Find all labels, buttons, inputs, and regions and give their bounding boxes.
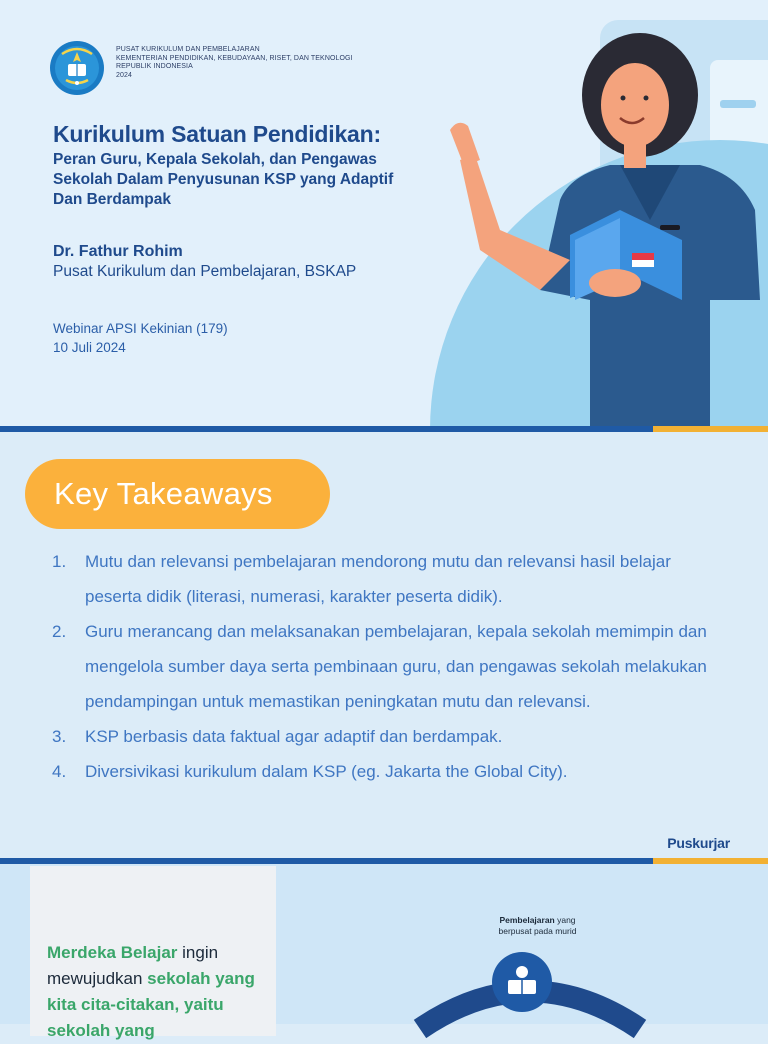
author-institution: Pusat Kurikulum dan Pembelajaran, BSKAP bbox=[53, 263, 357, 280]
body-text: ingin mewujudkan bbox=[47, 943, 219, 988]
title-subtitle bbox=[53, 150, 473, 210]
title-main: Kurikulum Satuan Pendidikan: bbox=[53, 121, 381, 147]
highlight-text: Merdeka Belajar bbox=[47, 943, 178, 962]
label-rest: yang bbox=[554, 915, 576, 925]
item-text: Guru merancang dan melaksanakan pembelajaran, kepala sekolah memimpin dan mengelola sumber daya serta pembinaan guru, dan pengawas sekolah melakukan pendampingan untuk memastikan peningkatan mutu dan relevansi. bbox=[85, 622, 707, 711]
list-item bbox=[52, 754, 732, 789]
item-text: Mutu dan relevansi pembelajaran mendorong mutu dan relevansi hasil belajar peserta didik (literasi, numerasi, karakter peserta didik). bbox=[85, 552, 671, 606]
key-takeaways-heading: Key Takeaways bbox=[25, 459, 330, 529]
takeaways-slide bbox=[0, 432, 768, 858]
org-line: REPUBLIK INDONESIA bbox=[116, 63, 193, 71]
item-number: 1. bbox=[52, 552, 67, 571]
subtitle-line: Sekolah Dalam Penyusunan KSP yang Adaptif bbox=[53, 171, 394, 188]
list-item bbox=[52, 614, 732, 719]
author-name: Dr. Fathur Rohim bbox=[53, 243, 183, 260]
org-line: KEMENTERIAN PENDIDIKAN, KEBUDAYAAN, RISET, DAN TEKNOLOGI bbox=[116, 54, 353, 62]
teacher-holding-book-illustration bbox=[420, 0, 768, 426]
subtitle-line: Dan Berdampak bbox=[53, 191, 172, 208]
merdeka-belajar-slide bbox=[0, 864, 768, 1040]
org-line: PUSAT KURIKULUM DAN PEMBELAJARAN bbox=[116, 46, 260, 53]
item-number: 3. bbox=[52, 727, 67, 746]
item-text: KSP berbasis data faktual agar adaptif dan berdampak. bbox=[85, 727, 503, 746]
label-line2: berpusat pada murid bbox=[498, 926, 577, 936]
list-item bbox=[52, 544, 732, 614]
event-name: Webinar APSI Kekinian (179) bbox=[53, 321, 228, 336]
item-text: Diversivikasi kurikulum dalam KSP (eg. Jakarta the Global City). bbox=[85, 762, 568, 781]
tut-wuri-handayani-logo bbox=[48, 40, 106, 96]
label-bold: Pembelajaran bbox=[499, 915, 555, 925]
org-line: 2024 bbox=[116, 71, 132, 79]
presentation-title bbox=[53, 120, 473, 210]
merdeka-belajar-text bbox=[47, 940, 262, 1044]
highlight-text: yaitu sekolah yang bbox=[47, 995, 224, 1040]
takeaways-list bbox=[52, 544, 732, 789]
subtitle-line: Peran Guru, Kepala Sekolah, dan Pengawas bbox=[53, 151, 377, 168]
learning-label bbox=[450, 915, 625, 937]
item-number: 2. bbox=[52, 622, 67, 641]
highlight-text: sekolah yang kita cita-citakan, bbox=[47, 969, 255, 1014]
organization-header bbox=[116, 46, 353, 80]
cover-slide bbox=[0, 0, 768, 426]
cycle-diagram bbox=[400, 944, 660, 1024]
author-block bbox=[53, 242, 356, 282]
list-item bbox=[52, 719, 732, 754]
event-date: 10 Juli 2024 bbox=[53, 340, 126, 355]
item-number: 4. bbox=[52, 762, 67, 781]
puskurjar-logo: Puskurjar bbox=[667, 835, 730, 851]
event-info bbox=[53, 319, 228, 357]
